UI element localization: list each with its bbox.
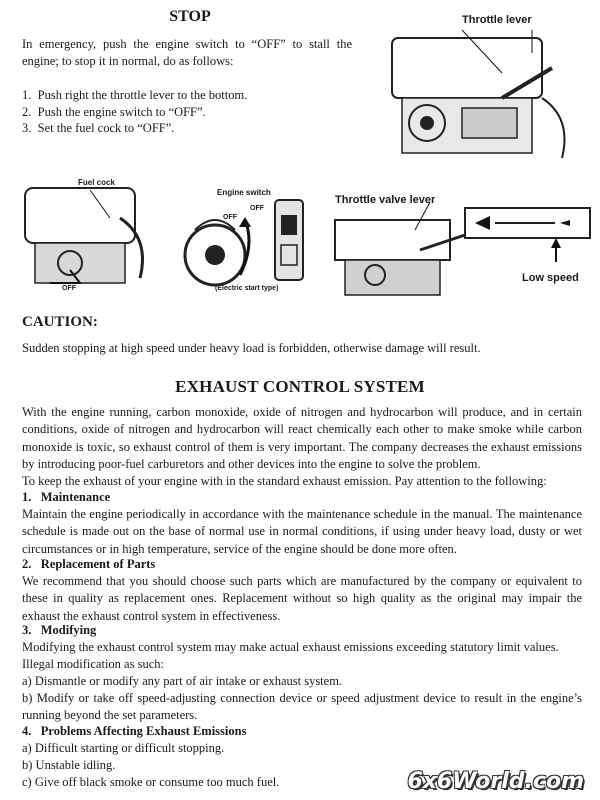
caution-heading: CAUTION: xyxy=(22,314,98,330)
exhaust-intro: With the engine running, carbon monoxide, oxide of nitrogen and hydrocarbon will produce, and in certain conditions, oxide of nitrogen and hydrocarbon will react chemically each other to make smoke while carbon monoxide is toxic, so exhaust control of them is very important. The company decreases the exhaust emissions by introducing poor-fuel carburetors and other devices into the engine to solve the problem. xyxy=(22,405,582,471)
problems-heading: 4. Problems Affecting Exhaust Emissions xyxy=(22,724,247,738)
replacement-text: We recommend that you should choose such parts which are manufactured by the company or equivalent to these in quality as replacement ones. Replacement without so high quality as the original may impair the exhaust the exhaust control system in effectiveness. xyxy=(22,574,582,623)
throttle-valve-figure xyxy=(330,190,595,305)
stop-steps xyxy=(22,87,362,137)
throttle-lever-figure xyxy=(382,8,592,178)
stop-heading: STOP xyxy=(169,8,211,25)
stop-intro: In emergency, push the engine switch to “OFF” to stall the engine; to stop it in normal, do as follows: xyxy=(22,37,352,69)
off-label-fuel: OFF xyxy=(62,285,76,292)
engine-switch-label: Engine switch xyxy=(217,188,271,197)
modifying-text: Modifying the exhaust control system may make actual exhaust emissions exceeding statutory limit values. xyxy=(22,640,559,654)
replacement-heading: 2. Replacement of Parts xyxy=(22,557,156,571)
throttle-lever-label: Throttle lever xyxy=(462,14,532,26)
exhaust-heading: EXHAUST CONTROL SYSTEM xyxy=(175,377,425,396)
caution-text: Sudden stopping at high speed under heavy load is forbidden, otherwise damage will result. xyxy=(22,341,481,355)
fuel-cock-illustration xyxy=(10,178,170,300)
fuel-cock-figure xyxy=(10,178,170,300)
problem-item-a: a) Difficult starting or difficult stopping. xyxy=(22,741,225,755)
electric-start-label: (Electric start type) xyxy=(215,285,279,292)
maintenance-text: Maintain the engine periodically in accordance with the maintenance schedule in the manual. The maintenance schedule is made out on the base of normal use in normal conditions, if using under heavy load, dusty or wet circumstances or in high temperature, service of the engine should be done more often. xyxy=(22,507,582,556)
stop-step-3: 3. Set the fuel cock to “OFF”. xyxy=(22,121,175,135)
problem-item-b: b) Unstable idling. xyxy=(22,758,116,772)
problem-item-c: c) Give off black smoke or consume too much fuel. xyxy=(22,775,280,789)
off-label-switch: OFF xyxy=(223,214,237,221)
maintenance-heading: 1. Maintenance xyxy=(22,490,111,504)
throttle-valve-illustration xyxy=(330,190,595,305)
engine-switch-figure xyxy=(175,185,325,300)
stop-step-1: 1. Push right the throttle lever to the bottom. xyxy=(22,88,248,102)
off-label-electric: OFF xyxy=(250,205,264,212)
fuel-cock-label: Fuel cock xyxy=(78,178,115,187)
engine-throttle-illustration xyxy=(382,8,592,178)
low-speed-label: Low speed xyxy=(522,272,579,284)
engine-switch-illustration xyxy=(175,185,325,300)
modifying-heading: 3. Modifying xyxy=(22,623,97,637)
modify-item-b: b) Modify or take off speed-adjusting connection device or speed adjustment device to result in the engine’s running beyond the set parameters. xyxy=(22,691,582,723)
stop-step-2: 2. Push the engine switch to “OFF”. xyxy=(22,104,206,119)
exhaust-keep: To keep the exhaust of your engine with in the standard exhaust emission. Pay attention to the following: xyxy=(22,474,547,488)
illegal-modification: Illegal modification as such: xyxy=(22,657,164,671)
modify-item-a: a) Dismantle or modify any part of air intake or exhaust system. xyxy=(22,674,343,688)
watermark-logo: 6x6World.com xyxy=(407,769,584,794)
throttle-valve-lever-label: Throttle valve lever xyxy=(335,194,436,206)
